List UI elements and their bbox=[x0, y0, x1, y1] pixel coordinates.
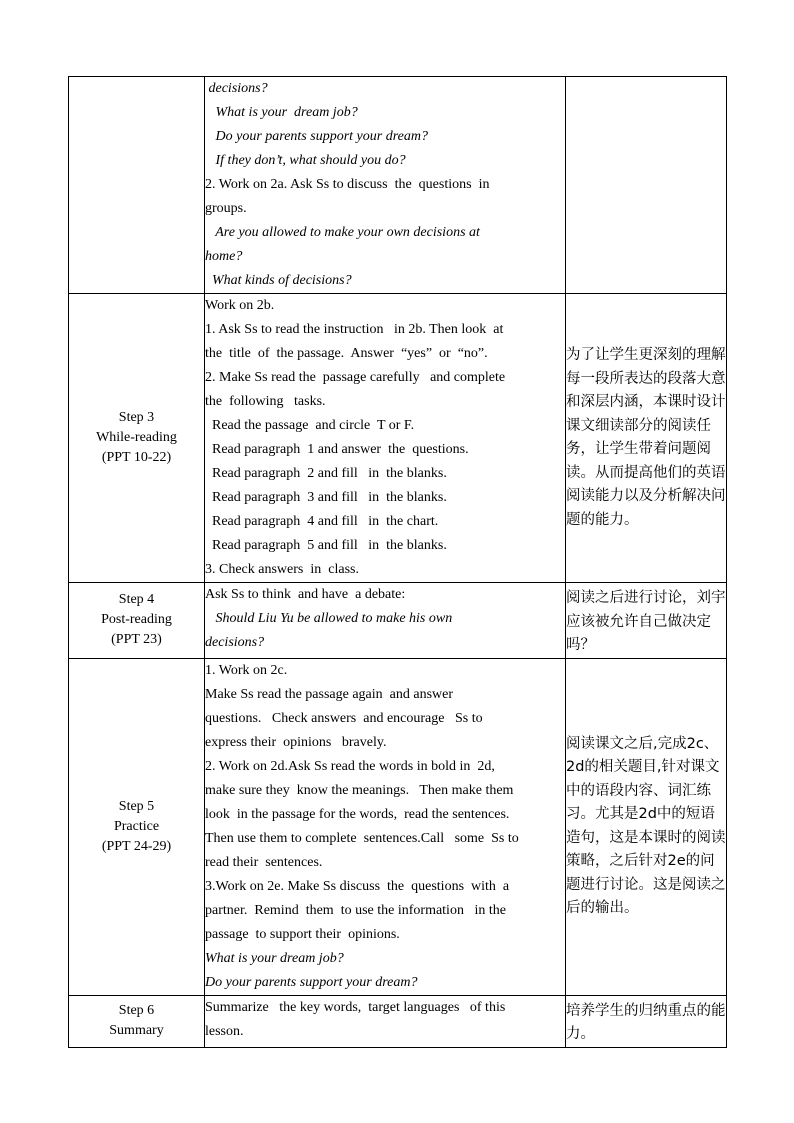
table-row-step-3 bbox=[69, 294, 727, 583]
activity-line: What is your dream job? bbox=[205, 105, 358, 120]
step-label-line: Step 6 bbox=[118, 1003, 155, 1018]
activity-line: make sure they know the meanings. Then make them bbox=[205, 782, 514, 798]
activity-line: Summarize the key words, target languages of this bbox=[205, 999, 506, 1015]
activity-line: decisions? bbox=[205, 635, 265, 650]
step-label-line: (PPT 24-29) bbox=[101, 838, 172, 854]
activity-line: Read the passage and circle T or F. bbox=[205, 418, 415, 433]
activity-line: look in the passage for the words, read the sentences. bbox=[205, 806, 510, 822]
activity-line: questions. Check answers and encourage Ss to bbox=[205, 710, 483, 726]
step-cell bbox=[69, 658, 205, 995]
activity-line: express their opinions bravely. bbox=[205, 734, 387, 750]
step-label-line: Post-reading bbox=[101, 612, 172, 628]
step-cell bbox=[69, 294, 205, 583]
activity-line: partner. Remind them to use the information in the bbox=[205, 902, 506, 918]
activity-line: decisions? bbox=[205, 81, 268, 96]
table-row-continuation bbox=[69, 77, 727, 294]
activity-line: the title of the passage. Answer “yes” or “no”. bbox=[205, 346, 488, 361]
purpose-cell: 培养学生的归纳重点的能力。 bbox=[566, 995, 727, 1047]
purpose-cell: 阅读课文之后,完成2c、2d的相关题目,针对课文中的语段内容、词汇练习。尤其是2d中的短语造句，这是本课时的阅读策略，之后针对2e的问题进行讨论。这是阅读之后的输出。 bbox=[566, 658, 727, 995]
activity-line: Are you allowed to make your own decisions at bbox=[205, 225, 480, 240]
activity-line: 3. Check answers in class. bbox=[205, 562, 359, 577]
activity-cell bbox=[205, 583, 566, 659]
table-row-step-5 bbox=[69, 658, 727, 995]
activity-line: Should Liu Yu be allowed to make his own bbox=[205, 611, 453, 626]
activity-line: Do your parents support your dream? bbox=[205, 974, 418, 990]
purpose-cell: 为了让学生更深刻的理解每一段所表达的段落大意和深层内涵，本课时设计课文细读部分的阅读任务，让学生带着问题阅读。从而提高他们的英语阅读能力以及分析解决问题的能力。 bbox=[566, 294, 727, 583]
activity-line: Then use them to complete sentences.Call some Ss to bbox=[205, 830, 519, 846]
step-cell bbox=[69, 583, 205, 659]
activity-line: Read paragraph 2 and fill in the blanks. bbox=[205, 466, 447, 481]
activity-line: Ask Ss to think and have a debate: bbox=[205, 587, 406, 602]
step-label-line: While-reading bbox=[96, 430, 177, 445]
step-label-line: Step 4 bbox=[118, 592, 155, 608]
activity-line: Read paragraph 5 and fill in the blanks. bbox=[205, 538, 447, 553]
activity-line: the following tasks. bbox=[205, 394, 326, 409]
activity-line: 2. Make Ss read the passage carefully and complete bbox=[205, 370, 506, 385]
step-label-line: (PPT 23) bbox=[111, 632, 162, 648]
activity-line: Read paragraph 1 and answer the questions. bbox=[205, 442, 469, 457]
activity-line: 1. Ask Ss to read the instruction in 2b. Then look at bbox=[205, 322, 504, 337]
activity-cell bbox=[205, 995, 566, 1047]
step-label-line: Step 5 bbox=[118, 798, 155, 814]
step-label-line: Summary bbox=[109, 1023, 164, 1038]
table-row-step-4 bbox=[69, 583, 727, 659]
activity-line: Make Ss read the passage again and answer bbox=[205, 686, 454, 702]
activity-line: If they don’t, what should you do? bbox=[205, 153, 406, 168]
lesson-plan-table bbox=[68, 76, 727, 1048]
activity-line: lesson. bbox=[205, 1023, 244, 1039]
purpose-cell: 阅读之后进行讨论，刘宇应该被允许自己做决定吗？ bbox=[566, 583, 727, 659]
activity-cell bbox=[205, 658, 566, 995]
activity-line: 1. Work on 2c. bbox=[205, 662, 288, 678]
activity-line: What is your dream job? bbox=[205, 950, 344, 966]
purpose-cell bbox=[566, 77, 727, 294]
activity-line: What kinds of decisions? bbox=[205, 273, 352, 288]
step-cell bbox=[69, 995, 205, 1047]
activity-line: home? bbox=[205, 249, 243, 264]
activity-line: Work on 2b. bbox=[205, 298, 275, 313]
step-label-line: (PPT 10-22) bbox=[101, 450, 172, 465]
activity-line: 2. Work on 2a. Ask Ss to discuss the questions in bbox=[205, 177, 490, 192]
activity-line: passage to support their opinions. bbox=[205, 926, 400, 942]
activity-line: groups. bbox=[205, 201, 247, 216]
activity-line: 3.Work on 2e. Make Ss discuss the questions with a bbox=[205, 878, 510, 894]
activity-line: read their sentences. bbox=[205, 854, 323, 870]
step-label-line: Step 3 bbox=[118, 410, 155, 425]
activity-cell bbox=[205, 294, 566, 583]
activity-line: Read paragraph 3 and fill in the blanks. bbox=[205, 490, 447, 505]
step-label-line: Practice bbox=[113, 818, 160, 834]
activity-cell bbox=[205, 77, 566, 294]
activity-line: Read paragraph 4 and fill in the chart. bbox=[205, 514, 439, 529]
activity-line: 2. Work on 2d.Ask Ss read the words in bold in 2d, bbox=[205, 758, 495, 774]
step-cell bbox=[69, 77, 205, 294]
activity-line: Do your parents support your dream? bbox=[205, 129, 428, 144]
table-row-step-6 bbox=[69, 995, 727, 1047]
